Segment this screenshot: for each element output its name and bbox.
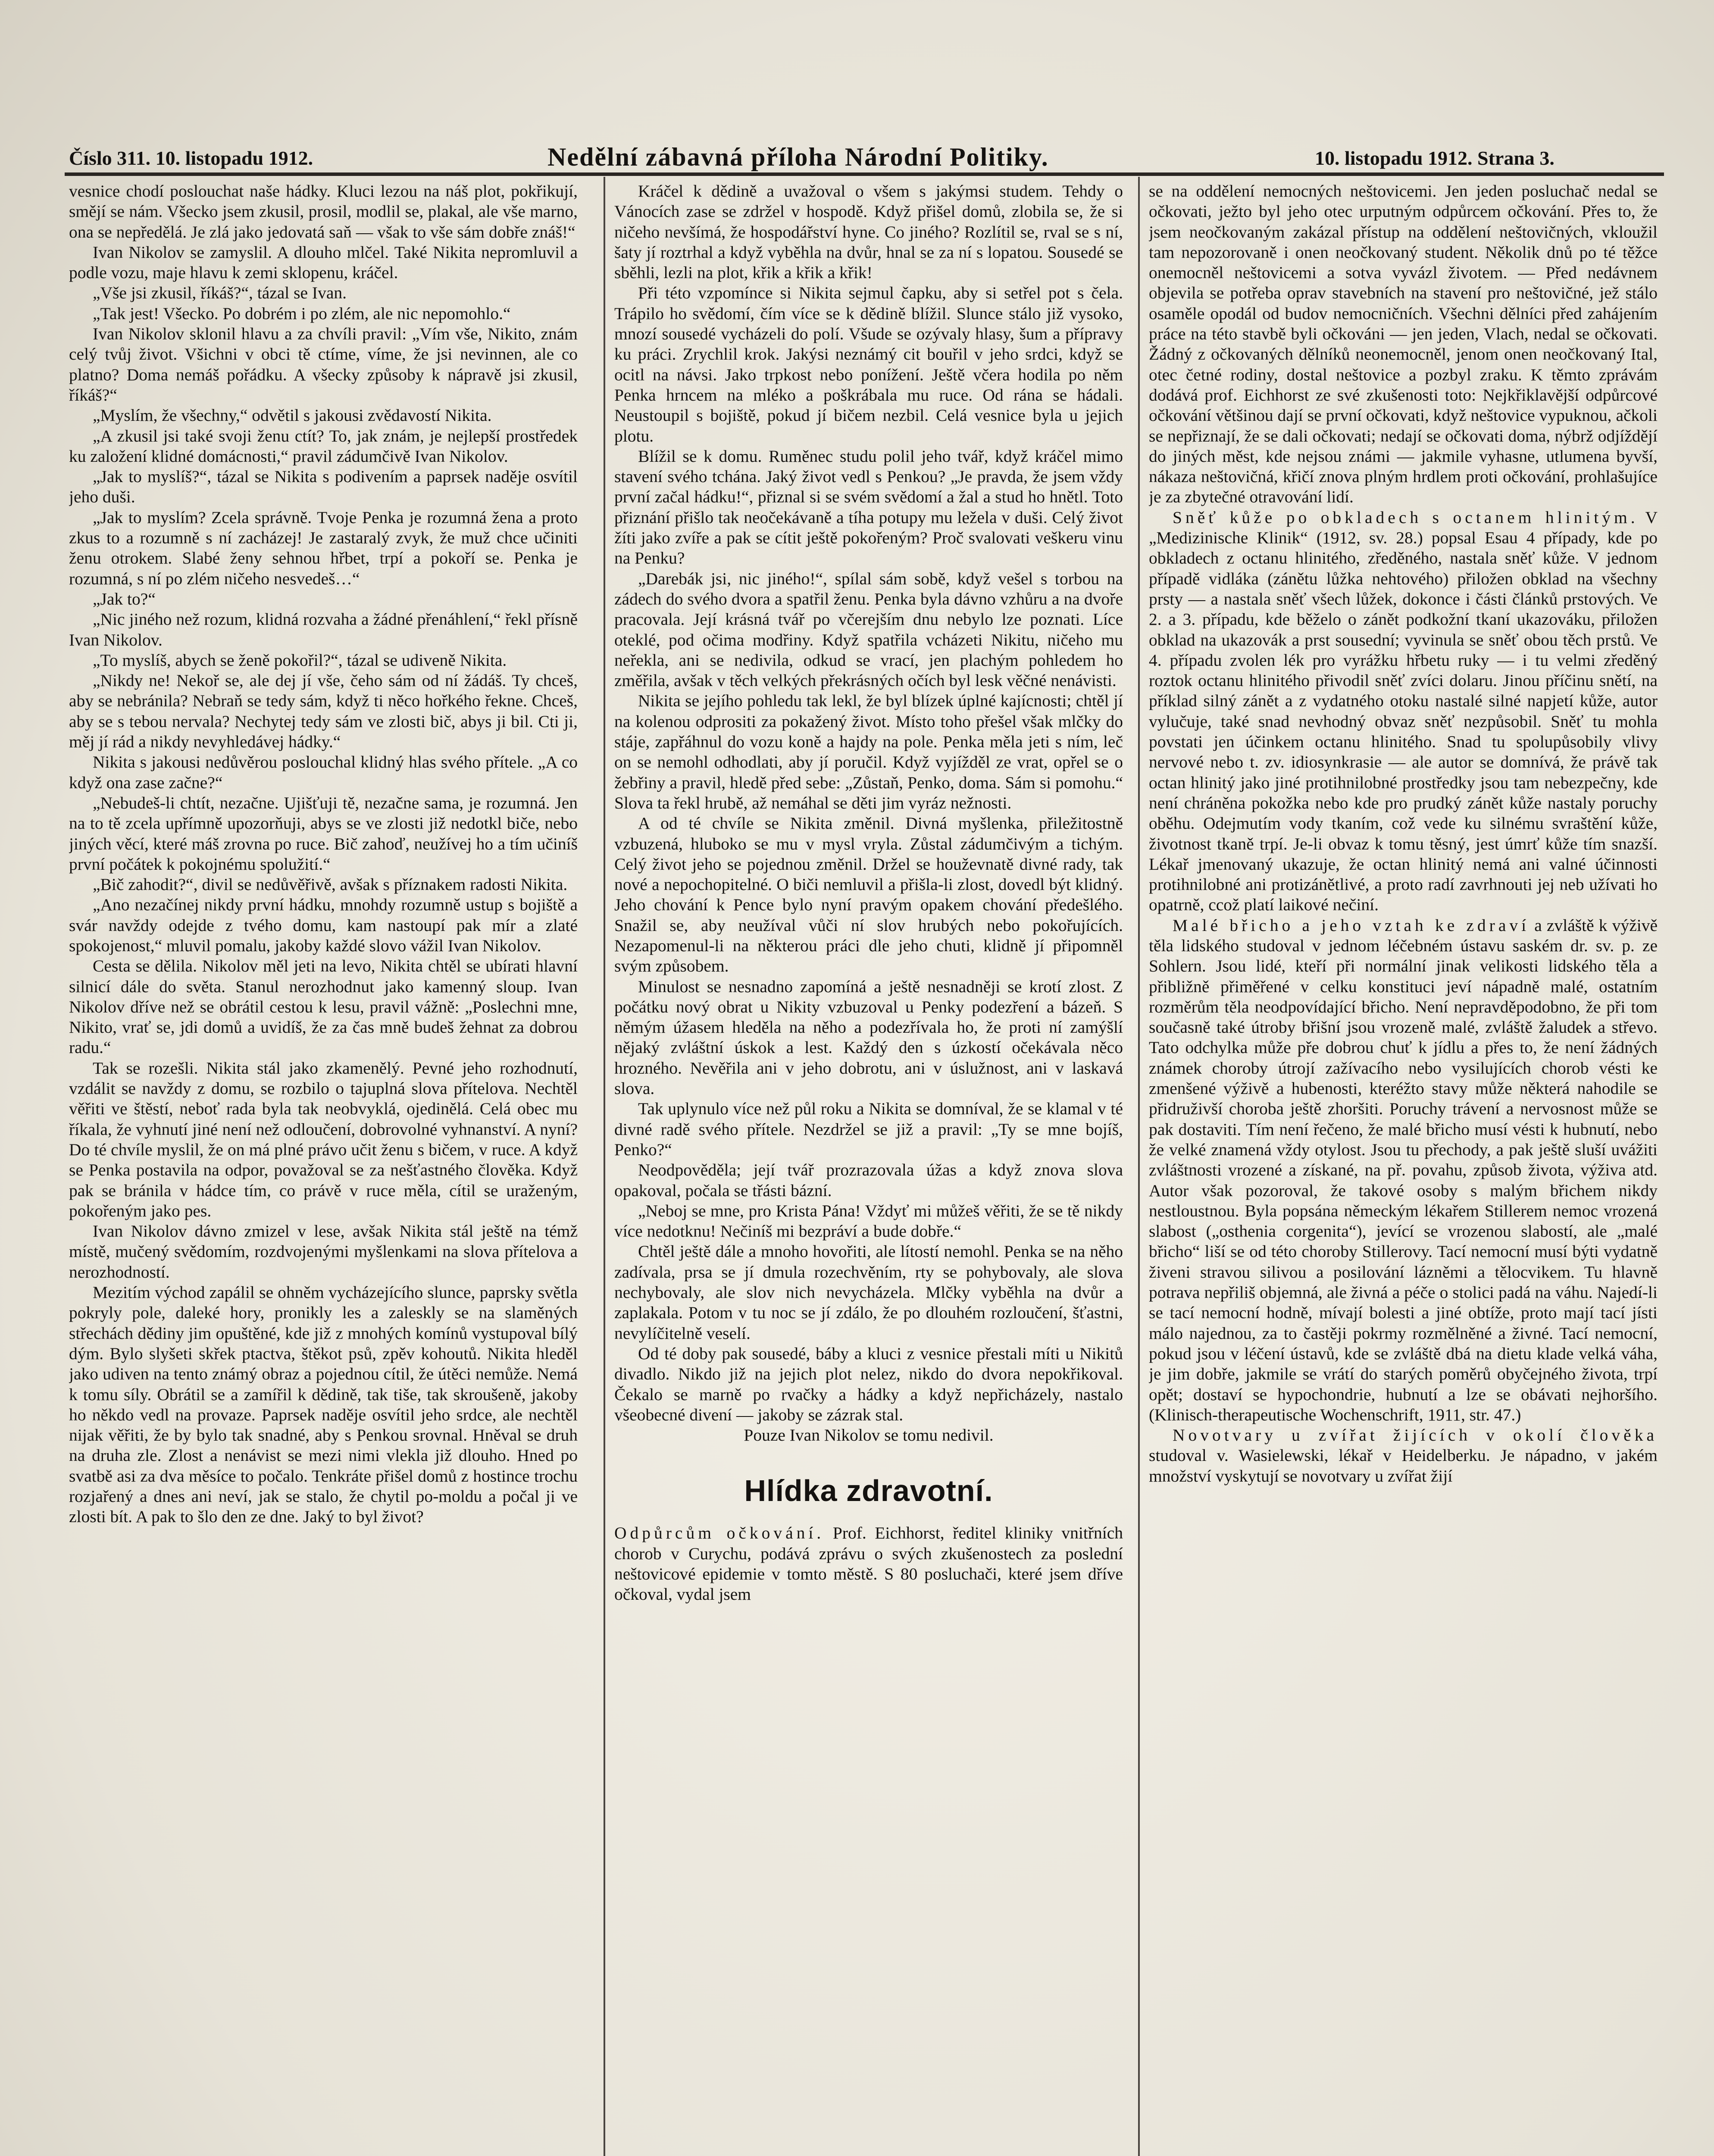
header-rule: [65, 172, 1664, 176]
paragraph: „A zkusil jsi také svoji ženu ctít? To, jak znám, je nejlepší prostředek ku založení klidné domácnosti,“ pravil zádumčivě Ivan Nikolov.: [69, 426, 578, 466]
article-lead-title: Sněť kůže po obkladech s octanem hlinitým.: [1173, 508, 1639, 527]
paragraph: „Neboj se mne, pro Krista Pána! Vždyť mi můžeš věřiti, že se tě nikdy více nedotknu! Nečiníš mi bezpráví a bude dobře.“: [614, 1201, 1123, 1241]
paragraph: Nikita s jakousi nedůvěrou poslouchal klidný hlas svého přítele. „A co když ona zase začne?“: [69, 752, 578, 792]
paragraph: „Ano nezačínej nikdy první hádku, mnohdy rozumně ustup s bojiště a svár navždy odejde z tvého domu, kam nastoupí pak mír a zlaté spokojenost,“ mluvil pomalu, jakoby každé slovo vážil Ivan Nikolov.: [69, 895, 578, 955]
paragraph: „Myslím, že všechny,“ odvětil s jakousi zvědavostí Nikita.: [93, 406, 492, 425]
paragraph: „Nic jiného než rozum, klidná rozvaha a žádné přenáhlení,“ řekl přísně Ivan Nikolov.: [69, 610, 578, 649]
article-lead-title: Novotvary u zvířat žijících v okolí člověka: [1173, 1426, 1658, 1445]
paragraph: vesnice chodí poslouchat naše hádky. Kluci lezou na náš plot, pokřikují, smějí se nám. Všecko jsem zkusil, prosil, modlil se, plakal, ale vše marno, ona se nepředělá. Je zlá jako jedovatá saň — však to vše sám dobře znáš!“: [69, 182, 578, 241]
paragraph: A od té chvíle se Nikita změnil. Divná myšlenka, přiležitostně vzbuzená, hluboko se mu v mysl vryla. Zůstal zádumčivým a tichým. Celý život jeho se pojednou změnil. Držel se houževnatě divné rady, tak nové a nepochopitelné. O biči nemluvil a přišla-li zlost, dovedl být klidný. Jeho chování k Pence bylo nyní pravým opakem chování předešlého. Snažil se, aby neužíval vůči ní slov hrubých nebo pokořujících. Nezapomenul-li na některou práci dle jeho chuti, klidně jí připomněl svým způsobem.: [614, 814, 1123, 976]
paragraph: „Jak to myslíš?“, tázal se Nikita s podivením a paprsek naděje osvítil jeho duši.: [69, 467, 578, 507]
paragraph: „Tak jest! Všecko. Po dobrém i po zlém, ale nic nepomohlo.“: [93, 304, 511, 323]
article-lead-title: Odpůrcům očkování.: [614, 1523, 825, 1543]
story-closing-line: Pouze Ivan Nikolov se tomu nedivil.: [744, 1426, 994, 1445]
paragraph: Ivan Nikolov se zamyslil. A dlouho mlčel. Také Nikita nepromluvil a podle vozu, maje hlavu k zemi sklopenu, kráčel.: [69, 242, 578, 282]
issue-number: Číslo 311. 10. listopadu 1912.: [69, 147, 313, 169]
paragraph: „Jak to myslím? Zcela správně. Tvoje Penka je rozumná žena a proto zkus to a rozumně s ní zacházej! Je zastaralý zvyk, že muž chce učiniti ženu otrokem. Slabé ženy sehnou hřbet, trpí a pokoří se. Penka je rozumná, s ní po zlém ničeho nesvedeš…“: [69, 508, 578, 588]
column-divider: [604, 177, 605, 2156]
paragraph: Ivan Nikolov dávno zmizel v lese, avšak Nikita stál ještě na témž místě, mučený svědomím, rozdvojenými myšlenkami na slova přítelova a nerozhodností.: [69, 1222, 578, 1282]
column-2: [614, 181, 1123, 2156]
paragraph: „Nebudeš-li chtít, nezačne. Ujišťuji tě, nezačne sama, je rozumná. Jen na to tě zcela upřímně upozorňuji, abys se ve zlosti již nedotkl biče, nebo jiných věcí, které máš zrovna po ruce. Bič zahoď, neužívej ho a tím učiníš první počátek k pokojnému spolužití.“: [69, 793, 578, 874]
publication-title: Nedělní zábavná příloha Národní Politiky.: [547, 143, 1049, 171]
section-heading: Hlídka zdravotní.: [744, 1474, 993, 1508]
column-divider: [1138, 177, 1140, 2156]
paragraph: Chtěl ještě dále a mnoho hovořiti, ale lítostí nemohl. Penka se na něho zadívala, prsa se jí dmula rozechvěním, rty se pohybovaly, ale slova nechybovaly, ale slov nich nevycházela. Mlčky vyběhla na dvůr a zaplakala. Potom v tu noc se jí zdálo, že po dlouhém rozloučení, šťastni, nevylíčitelně veselí.: [614, 1242, 1123, 1343]
paragraph: Blížil se k domu. Ruměnec studu polil jeho tvář, když kráčel mimo stavení svého tchána. Jaký život vedl s Penkou? „Je pravda, že jsem vždy první začal hádku!“, přiznal si se svém svědomí a žal a stud ho hnětl. Toto přiznání přišlo tak neočekávaně a tíha potupy mu ležela v duši. Celý život žíti jako zvíře a pak se cítit ještě pokořeným? Proč svalovati veškeru vinu na Penku?: [614, 446, 1123, 568]
paragraph: Tak se rozešli. Nikita stál jako zkamenělý. Pevné jeho rozhodnutí, vzdálit se navždy z domu, se rozbilo o tajuplná slova přítelova. Nechtěl věřiti ve štěstí, neboť rada byla tak neobvyklá, ojedinělá. Celá obec mu říkala, že vyhnutí jiné není než odloučení, dobrovolné vyhnanství. A nyní? Do té chvíle myslil, že on má plné právo učit ženu s bičem, v ruce. A když se Penka postavila na odpor, považoval se za nešťastného člověka. Když pak se bránila v hádce tím, co právě v ruce měla, cítil se uraženým, pokořeným jako pes.: [69, 1058, 578, 1220]
paragraph: „Darebák jsi, nic jiného!“, spílal sám sobě, když vešel s torbou na zádech do svého dvora a spatřil ženu. Penka byla dávno vzhůru a na dvoře pracovala. Její krásná tvář po včerejším dnu nebylo lze poznati. Líce oteklé, pod očima modřiny. Když spatřila vcházeti Nikitu, ničeho mu neřekla, ani se nedivila, odkud se vrací, jen plachým pohledem ho změřila, avšak v těch velkých překrásných očích byl lesk věčné nenávisti.: [614, 569, 1123, 690]
paragraph: Od té doby pak sousedé, báby a kluci z vesnice přestali míti u Nikitů divadlo. Nikdo již na jejich plot nelez, nikdo do dvora nepokřikoval. Čekalo se marně po rvačky a hádky a když nepřicházely, nastalo všeobecné divení — jakoby se zázrak stal.: [614, 1344, 1123, 1424]
paragraph: „To myslíš, abych se ženě pokořil?“, tázal se udiveně Nikita.: [93, 650, 507, 670]
paragraph: se na oddělení nemocných neštovicemi. Jen jeden posluchač nedal se očkovati, ježto byl jeho otec urputným odpůrcem očkování. Přes to, že jsem neočkovaným zakázal přístup na oddělení neštovičných, vkloužil tam nepozorovaně i onen neočkovaný student. Několik dnů po té těžce onemocněl neštovicemi a sotva vyvázl životem. — Před nedávnem objevila se potřeba oprav stavebních na stavení pro neštovičné, jež stálo osaměle opodál od budov nemocničních. Všechni dělníci před zahájením práce na této stavbě byli očkováni — jen jeden, Vlach, nedal se očkovati. Žádný z očkovaných dělníků neonemocněl, jenom onen neočkovaný Ital, otec četné rodiny, dostal neštovice a pozbyl zraku. K těmto zprávám dodává prof. Eichhorst ze své zkušenosti toto: Nejkřiklavější odpůrcové očkování většinou dají se první očkovati, když neštovice vypuknou, ačkoli se nepřiznají, že se dali očkovati; nedají se očkovati doma, nýbrž odjíždějí do jiných měst, kde nejsou známi — jakmile vyhasne, utlumena byvší, nákaza neštovičná, křičí znova plným hrdlem proti očkování, prohlašujíce je za zbytečné otravování lidí.: [1149, 182, 1658, 507]
article-text: studoval v. Wasielewski, lékař v Heidelberku. Je nápadno, v jakém množství vyskytují se novotvary u zvířat žijí: [1149, 1446, 1658, 1485]
paragraph: Neodpověděla; její tvář prozrazovala úžas a když znova slova opakoval, počala se třásti bázní.: [614, 1160, 1123, 1200]
article-text: Prof. Eichhorst, ředitel kliniky vnitřních chorob v Curychu, podává zprávu o svých zkušenostech za poslední neštovicové epidemie v tomto městě. S 80 posluchači, které jsem dříve očkoval, vydal jsem: [614, 1523, 1123, 1604]
article-paragraph: [1149, 508, 1658, 915]
paragraph: „Nikdy ne! Nekoř se, ale dej jí vše, čeho sám od ní žádáš. Ty chceš, aby se nebránila? Nebraň se tedy sám, když ti něco hořkého řekne. Chceš, aby se s tebou nervala? Nechytej tedy sám ve zlosti bič, abys ji bil. Cti ji, měj jí rád a nikdy nevyhledávej hádky.“: [69, 671, 578, 752]
column-1: [69, 181, 578, 2156]
article-paragraph: [1149, 1425, 1658, 1486]
paragraph: „Jak to?“: [93, 589, 156, 608]
paragraph: Minulost se nesnadno zapomíná a ještě nesnadněji se krotí zlost. Z počátku nový obrat u Nikity vzbuzoval u Penky podezření a bázeň. S němým úžasem hleděla na něho a podezřívala ho, že proti ní zamýšlí nějaký zvláštní úskok a lest. Každý den s úzkostí očekávala něco hrozného. Nevěřila ani v jeho dobrotu, ani v úslužnost, ani v laskavá slova.: [614, 977, 1123, 1098]
paragraph: Ivan Nikolov sklonil hlavu a za chvíli pravil: „Vím vše, Nikito, znám celý tvůj život. Všichni v obci tě ctíme, víme, že jsi nevinnen, ale co platno? Doma nemáš pořádku. A všecky způsoby k nápravě jsi zkusil, říkáš?“: [69, 324, 578, 404]
article-text: V „Medizinische Klinik“ (1912, sv. 28.) popsal Esau 4 případy, kde po obkladech z octanu hlinitého, zředěného, nastala sněť kůže. V jednom případě vidláka (zánětu lůžka nehtového) přiložen obklad na všechny prsty — a nastala sněť všech lůžek, dokonce i části článků prstových. Ve 2. a 3. případu, kde běželo o zánět podkožní tkaní ukazováku, přiložen obklad na ukazovák a prst sousední; vyvinula se sněť obou těch prstů. Ve 4. případu zvolen lék pro vyrážku hřbetu ruky — i tu velmi zředěný roztok octanu hlinitého přivodil sněť zvíci dolaru. Jinou příčinu snětí, na příklad silný zánět a z vydatného otoku nastalé silné napjetí kůže, autor vylučuje, také snad nevhodný obvaz sněť nezpůsobil. Sněť tu mohla povstati jen účinkem octanu hlinitého. Snad tu spolupůsobily vlivy nervové nebo t. zv. idiosynkrasie — ale autor se domnívá, že právě tak octan hlinitý jako jiné protihnilobné prostředky jsou tam nebezpečny, kde není chráněna pokožka nebo kde pro prudký zánět kůže nastaly poruchy oběhu. Odejmutím vody tkaním, což vede ku silnému svraštění kůže, životnost tkaně trpí. Je-li obvaz k tomu těsný, jest úmrť kůže tím snazší. Lékař jmenovaný ukazuje, že octan hlinitý nemá ani valné účinnosti protihnilobné ani protizánětlivé, a proto radí zavrhnouti jej neb užívati ho opatrně, ccož platí laikové nečiní.: [1149, 508, 1658, 915]
paragraph: „Vše jsi zkusil, říkáš?“, tázal se Ivan.: [93, 283, 347, 303]
paragraph: Tak uplynulo více než půl roku a Nikita se domníval, že se klamal v té divné radě svého přítele. Nezdržel se již a pravil: „Ty se mne bojíš, Penko?“: [614, 1099, 1123, 1159]
paragraph: Kráčel k dědině a uvažoval o všem s jakýmsi studem. Tehdy o Vánocích zase se zdržel v hospodě. Když přišel domů, zlobila se, že si ničeho nevšímá, že hospodářství hyne. Co jiného? Rozlítil se, rval se s ní, šaty jí roztrhal a když vyběhla na dvůr, hnal se za ní s lopatou. Sousedé se sběhli, lezli na plot, křik a křik a křik!: [614, 182, 1123, 282]
article-paragraph: [1149, 915, 1658, 1425]
paragraph: Při této vzpomínce si Nikita sejmul čapku, aby si setřel pot s čela. Trápilo ho svědomí, čím více se k dědině blížil. Slunce stálo již vysoko, mnozí sousedé vycházeli do polí. Všude se ozývaly hlasy, šum a přípravy ku práci. Zrychlil krok. Jakýsi neznámý cit bouřil v jeho srdci, když se ocitl na návsi. Jako trpkost nebo ponížení. Ještě včera hodila po něm Penka hrncem na mléko a poškrábala mu ruce. Od rána se hádali. Neustoupil s bojiště, pokud jí bičem nezbil. Celá vesnice byla u jejich plotu.: [614, 283, 1123, 445]
article-paragraph: [614, 1523, 1123, 1604]
paragraph: Mezitím východ zapálil se ohněm vycházejícího slunce, paprsky světla pokryly pole, daleké hory, pronikly les a zaleskly se na slaměných střechách dědiny jim opuštěné, kde již z mnohých komínů vystupoval bílý dým. Bylo slyšeti skřek ptactva, štěkot psů, zpěv kohoutů. Nikita hleděl jako udiven na tento známý obraz a pojednou cítil, že útěci nemůže. Nemá k tomu síly. Obrátil se a zamířil k dědině, tak tiše, tak skroušeně, jakoby ho někdo vedl na provaze. Paprsek naděje osvítil jeho srdce, ale nechtěl nijak věřiti, že by bylo tak snadné, aby s Penkou srovnal. Hněval se druh na druha zle. Zlost a nenávist se mezi nimi vlekla již dlouho. Hned po svatbě asi za dva měsíce to počalo. Tenkráte přišel domů z hostince trochu rozjařený a dnes ani neví, jak se stalo, že chytil po-moldu a počal ji ve zlosti bít. A pak to šlo den ze dne. Jaký to byl život?: [69, 1283, 578, 1526]
article-lead-title: Malé břicho a jeho vztah ke zdraví: [1173, 915, 1530, 935]
article-text: a zvláště k výživě těla lidského studoval v jednom léčebném ústavu saském dr. sv. p. ze Sohlern. Jsou lidé, kteří při normální jinak velikosti lidského těla a přibližně přiměřené v celku konstituci jeví nápadně malé, ostatním rozměrům těla neodpovídající břicho. Není nepravděpodobno, že při tom současně také útroby břišní jsou vrozeně malé, zvláště žaludek a střevo. Tato odchylka může pře dobrou chuť k jídlu a přes to, že není žádných známek choroby útrojí zažívacího nebo vysilujících chorob vésti ke zmenšené výživě a hubenosti, kteréžto stavy může některá nahodile se přidruživší choroba ještě zhoršiti. Poruchy trávení a nervosnost může se pak dostaviti. Tím není řečeno, že malé břicho musí vésti k hubnutí, nebo že velké znamená vždy otylost. Jsou tu přechody, a pak ještě sluší uvážiti zvláštnosti vrozené a získané, na př. povahu, způsob života, výživa atd. Autor však pozoroval, že takové osoby s malým břichem nikdy nestloustnou. Byla popsána německým lékařem Stillerem nemoc vrozená slabost („osthenia corgenita“), jevící se vrozenou slabostí, ale „malé břicho“ liší se od této choroby Stillerovy. Tací nemocní musí býti vydatně živeni stravou silivou a posilování lázněmi a tělocvikem. Tu hlavně potrava nepřiliš objemná, ale živná a péče o stolici padá na váhu. Najedí-li se tací nemocní hodně, mívají bolesti a jiné obtíže, proto mají tací jísti málo najednou, za to častěji pokrmy rozmělněné a živné. Tací nemocní, pokud jsou v léčení ústavů, kde se zvláště dbá na dietu klade velká váha, je jim dobře, jakmile se vrátí do starých poměrů obyčejného života, trpí opět; dostaví se hypochondrie, hubnutí a lze se obávati nejhoršího. (Klinisch-therapeutische Wochenschrift, 1911, str. 47.): [1149, 915, 1658, 1424]
column-3: [1149, 181, 1658, 2156]
masthead: [65, 138, 1660, 177]
paragraph: „Bič zahodit?“, divil se nedůvěřivě, avšak s příznakem radosti Nikita.: [93, 875, 568, 894]
date-and-page: 10. listopadu 1912. Strana 3.: [1315, 147, 1554, 169]
paragraph: Cesta se dělila. Nikolov měl jeti na levo, Nikita chtěl se ubírati hlavní silnicí dále do světa. Stanul nerozhodnut jako kamenný sloup. Ivan Nikolov dříve než se obrátil cestou k lesu, pravil vážně: „Poslechni mne, Nikito, vrať se, jdi domů a uvidíš, že za čas mně budeš žehnat za dobrou radu.“: [69, 956, 578, 1057]
paragraph: Nikita se jejího pohledu tak lekl, že byl blízek úplné kajícnosti; chtěl jí na kolenou odprositi za pokažený život. Místo toho přešel však mlčky do stáje, zapřáhnul do vozu koně a hajdy na pole. Penka měla jeti s ním, leč on se nemohl odhodlati, aby jí poručil. Když vyjížděl ze vrat, opřel se o žebřiny a pravil, hledě před sebe: „Zůstaň, Penko, doma. Sám si pomohu.“ Slova ta řekl hrubě, až nemáhal se děti jim vyráz nežnosti.: [614, 691, 1123, 812]
